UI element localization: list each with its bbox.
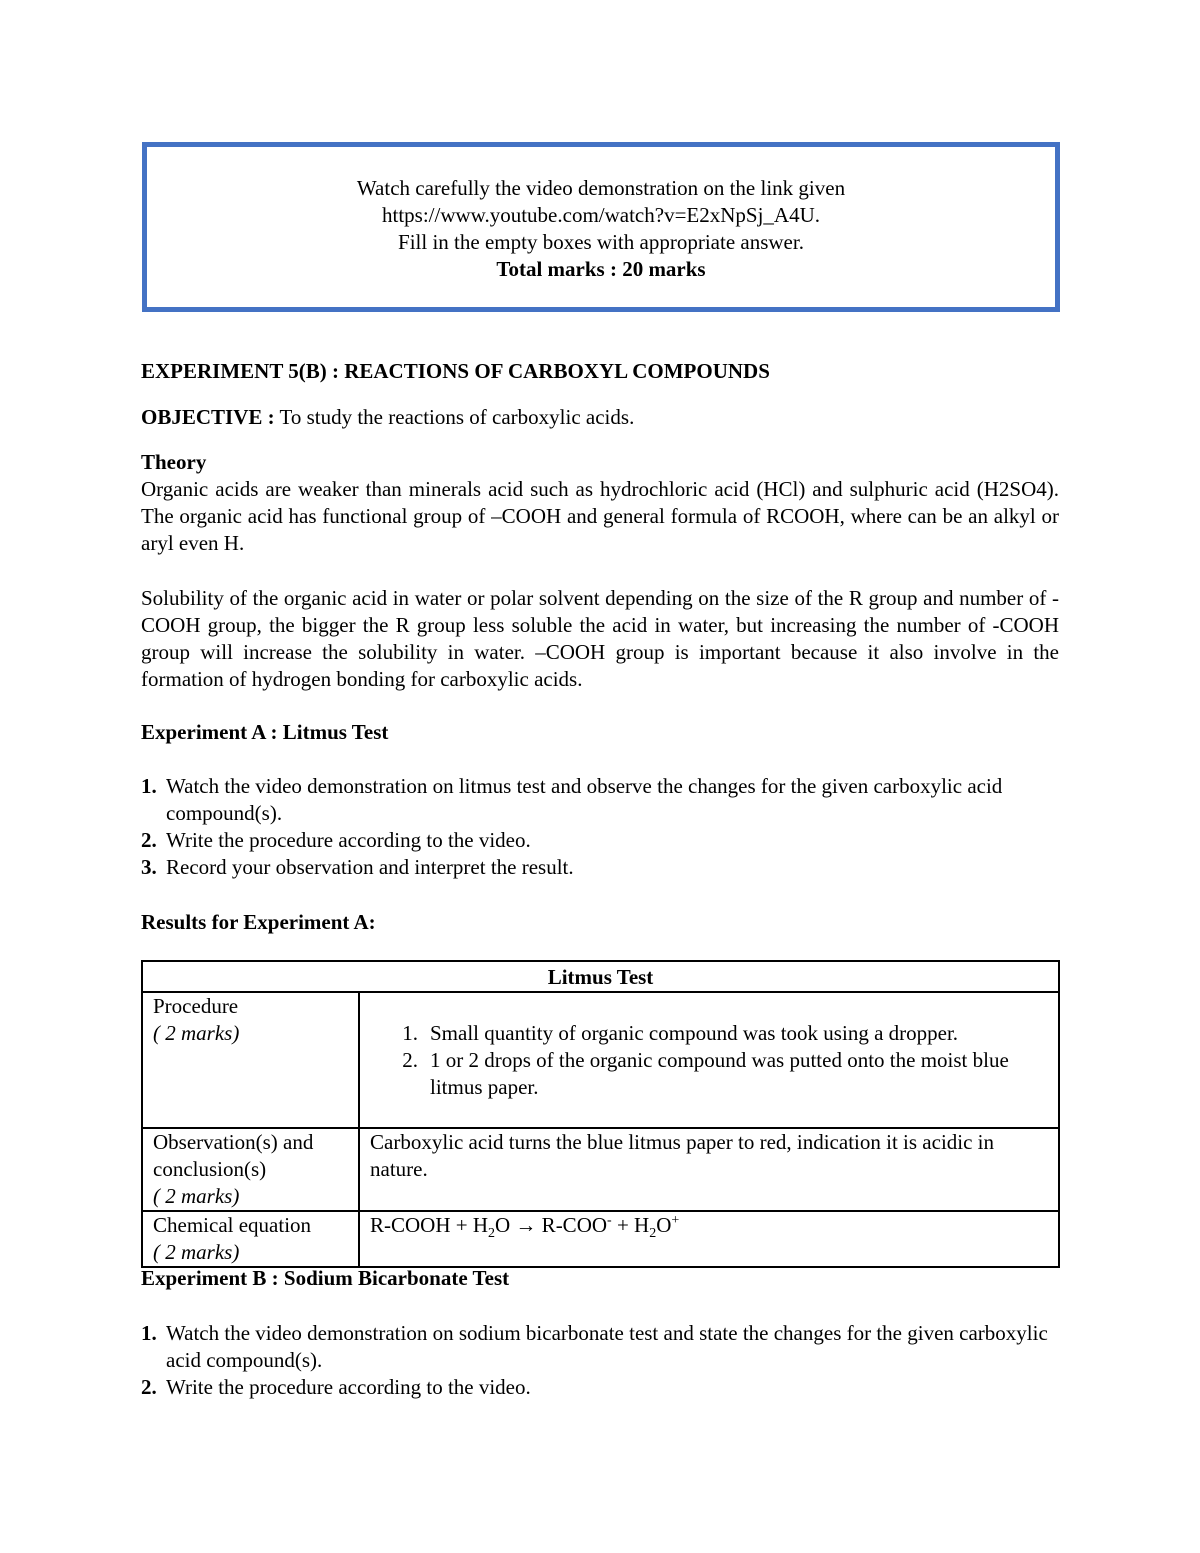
results-table (141, 960, 1060, 1268)
equation-label-cell: Chemical equation ( 2 marks) (142, 1211, 359, 1267)
list-item: 2. Write the procedure according to the video. (141, 828, 531, 852)
table-row (142, 1128, 1059, 1211)
instruction-line: Watch carefully the video demonstration on the link given (356, 176, 846, 200)
list-item: 1. Watch the video demonstration on sodium bicarbonate test and state the changes for the given carboxylic acid compound(s). (141, 1321, 1048, 1372)
experiment-b-steps (141, 1320, 1059, 1401)
equation-answer-cell: R-COOH + $H_2O \to R-COO^- + H_2O^+$ (359, 1211, 1059, 1267)
procedure-answer-cell (359, 992, 1059, 1128)
observation-answer-cell: Carboxylic acid turns the blue litmus paper to red, indication it is acidic in nature. (359, 1128, 1059, 1211)
list-item: 2. 1 or 2 drops of the organic compound was putted onto the moist blue litmus paper. (402, 1048, 1009, 1099)
experiment-a-steps (141, 773, 1059, 881)
objective (141, 404, 1059, 431)
list-item: 1. Watch the video demonstration on litmus test and observe the changes for the given carboxylic acid compound(s). (141, 774, 1003, 825)
experiment-b-heading: Experiment B : Sodium Bicarbonate Test (141, 1266, 510, 1290)
experiment-a-heading: Experiment A : Litmus Test (141, 720, 389, 744)
theory-paragraph-1: Organic acids are weaker than minerals acid such as hydrochloric acid (HCl) and sulphuric acid (H2SO4). The organic acid has functional group of –COOH and general formula of RCOOH, where can be an alkyl or aryl even H. (141, 477, 1059, 555)
instruction-line: Fill in the empty boxes with appropriate answer. (398, 230, 804, 254)
video-link: https://www.youtube.com/watch?v=E2xNpSj_A4U. (381, 203, 821, 227)
theory-heading: Theory (141, 450, 207, 474)
procedure-label-cell: Procedure ( 2 marks) (142, 992, 359, 1128)
total-marks: Total marks : 20 marks (496, 257, 706, 281)
list-item: 3. Record your observation and interpret the result. (141, 855, 574, 879)
experiment-title: EXPERIMENT 5(B) : REACTIONS OF CARBOXYL COMPOUNDS (141, 359, 770, 383)
objective-label: OBJECTIVE : (141, 405, 275, 429)
table-row (142, 1211, 1059, 1267)
results-heading: Results for Experiment A: (141, 910, 376, 934)
table-row (142, 992, 1059, 1128)
list-item: 2. Write the procedure according to the video. (141, 1375, 531, 1399)
theory-paragraph-2: Solubility of the organic acid in water or polar solvent depending on the size of the R group and number of -COOH group, the bigger the R group less soluble the acid in water, but increasing the number of -COOH group will increase the solubility in water. –COOH group is important because it also involve in the formation of hydrogen bonding for carboxylic acids. (141, 586, 1059, 691)
table-row (142, 961, 1059, 992)
instructions-box (142, 142, 1060, 312)
objective-text: To study the reactions of carboxylic acids. (274, 405, 635, 429)
observation-label-cell: Observation(s) and conclusion(s) ( 2 marks) (142, 1128, 359, 1211)
table-title: Litmus Test (142, 961, 1059, 992)
list-item: 1. Small quantity of organic compound was took using a dropper. (402, 1021, 959, 1045)
